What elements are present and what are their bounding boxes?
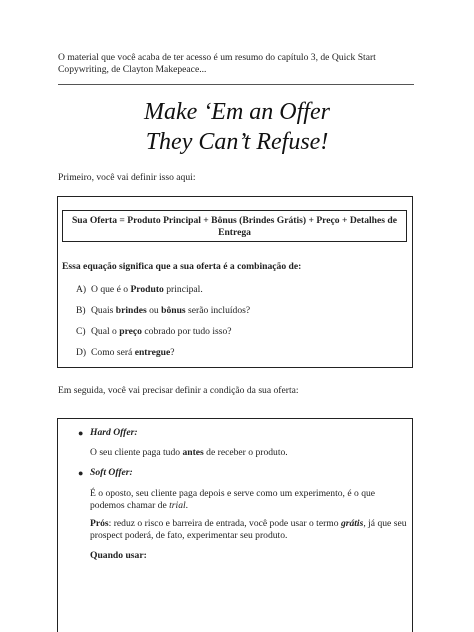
list-item: C) Qual o preço cobrado por tudo isso? [76,326,232,337]
intro-text: O material que você acaba de ter acesso é um resumo do capítulo 3, de Quick Start Copywriting, de Clayton Makepeace... [58,52,376,76]
soft-offer-text: É o oposto, seu cliente paga depois e serve como um experimento, é o que podemos chamar de trial. [90,488,376,512]
first-instruction: Primeiro, você vai definir isso aqui: [58,172,196,183]
list-item: D) Como será entregue? [76,347,175,358]
hard-offer-text: O seu cliente paga tudo antes de receber o produto. [90,447,288,458]
formula-box: Sua Oferta = Produto Principal + Bônus (Brindes Grátis) + Preço + Detalhes de Entrega [62,210,407,242]
list-item: A) O que é o Produto principal. [76,284,203,295]
when-to-use-label: Quando usar: [90,550,147,561]
soft-offer-pros: Prós: reduz o risco e barreira de entrada, você pode usar o termo grátis, já que seu prospect poderá, de fato, experimentar seu produto. [90,518,407,542]
soft-offer-label: Soft Offer: [90,467,133,478]
bullet-icon: ● [78,428,84,438]
title-line-1: Make ‘Em an Offer [144,99,330,125]
title-line-2: They Can’t Refuse! [145,129,329,155]
page-title [0,97,474,157]
bullet-icon: ● [78,468,84,478]
equation-intro: Essa equação significa que a sua oferta é a combinação de: [62,261,302,272]
hard-offer-label: Hard Offer: [90,427,138,438]
list-item: B) Quais brindes ou bônus serão incluídos? [76,305,251,316]
second-instruction: Em seguida, você vai precisar definir a condição da sua oferta: [58,385,299,396]
divider [58,84,414,85]
